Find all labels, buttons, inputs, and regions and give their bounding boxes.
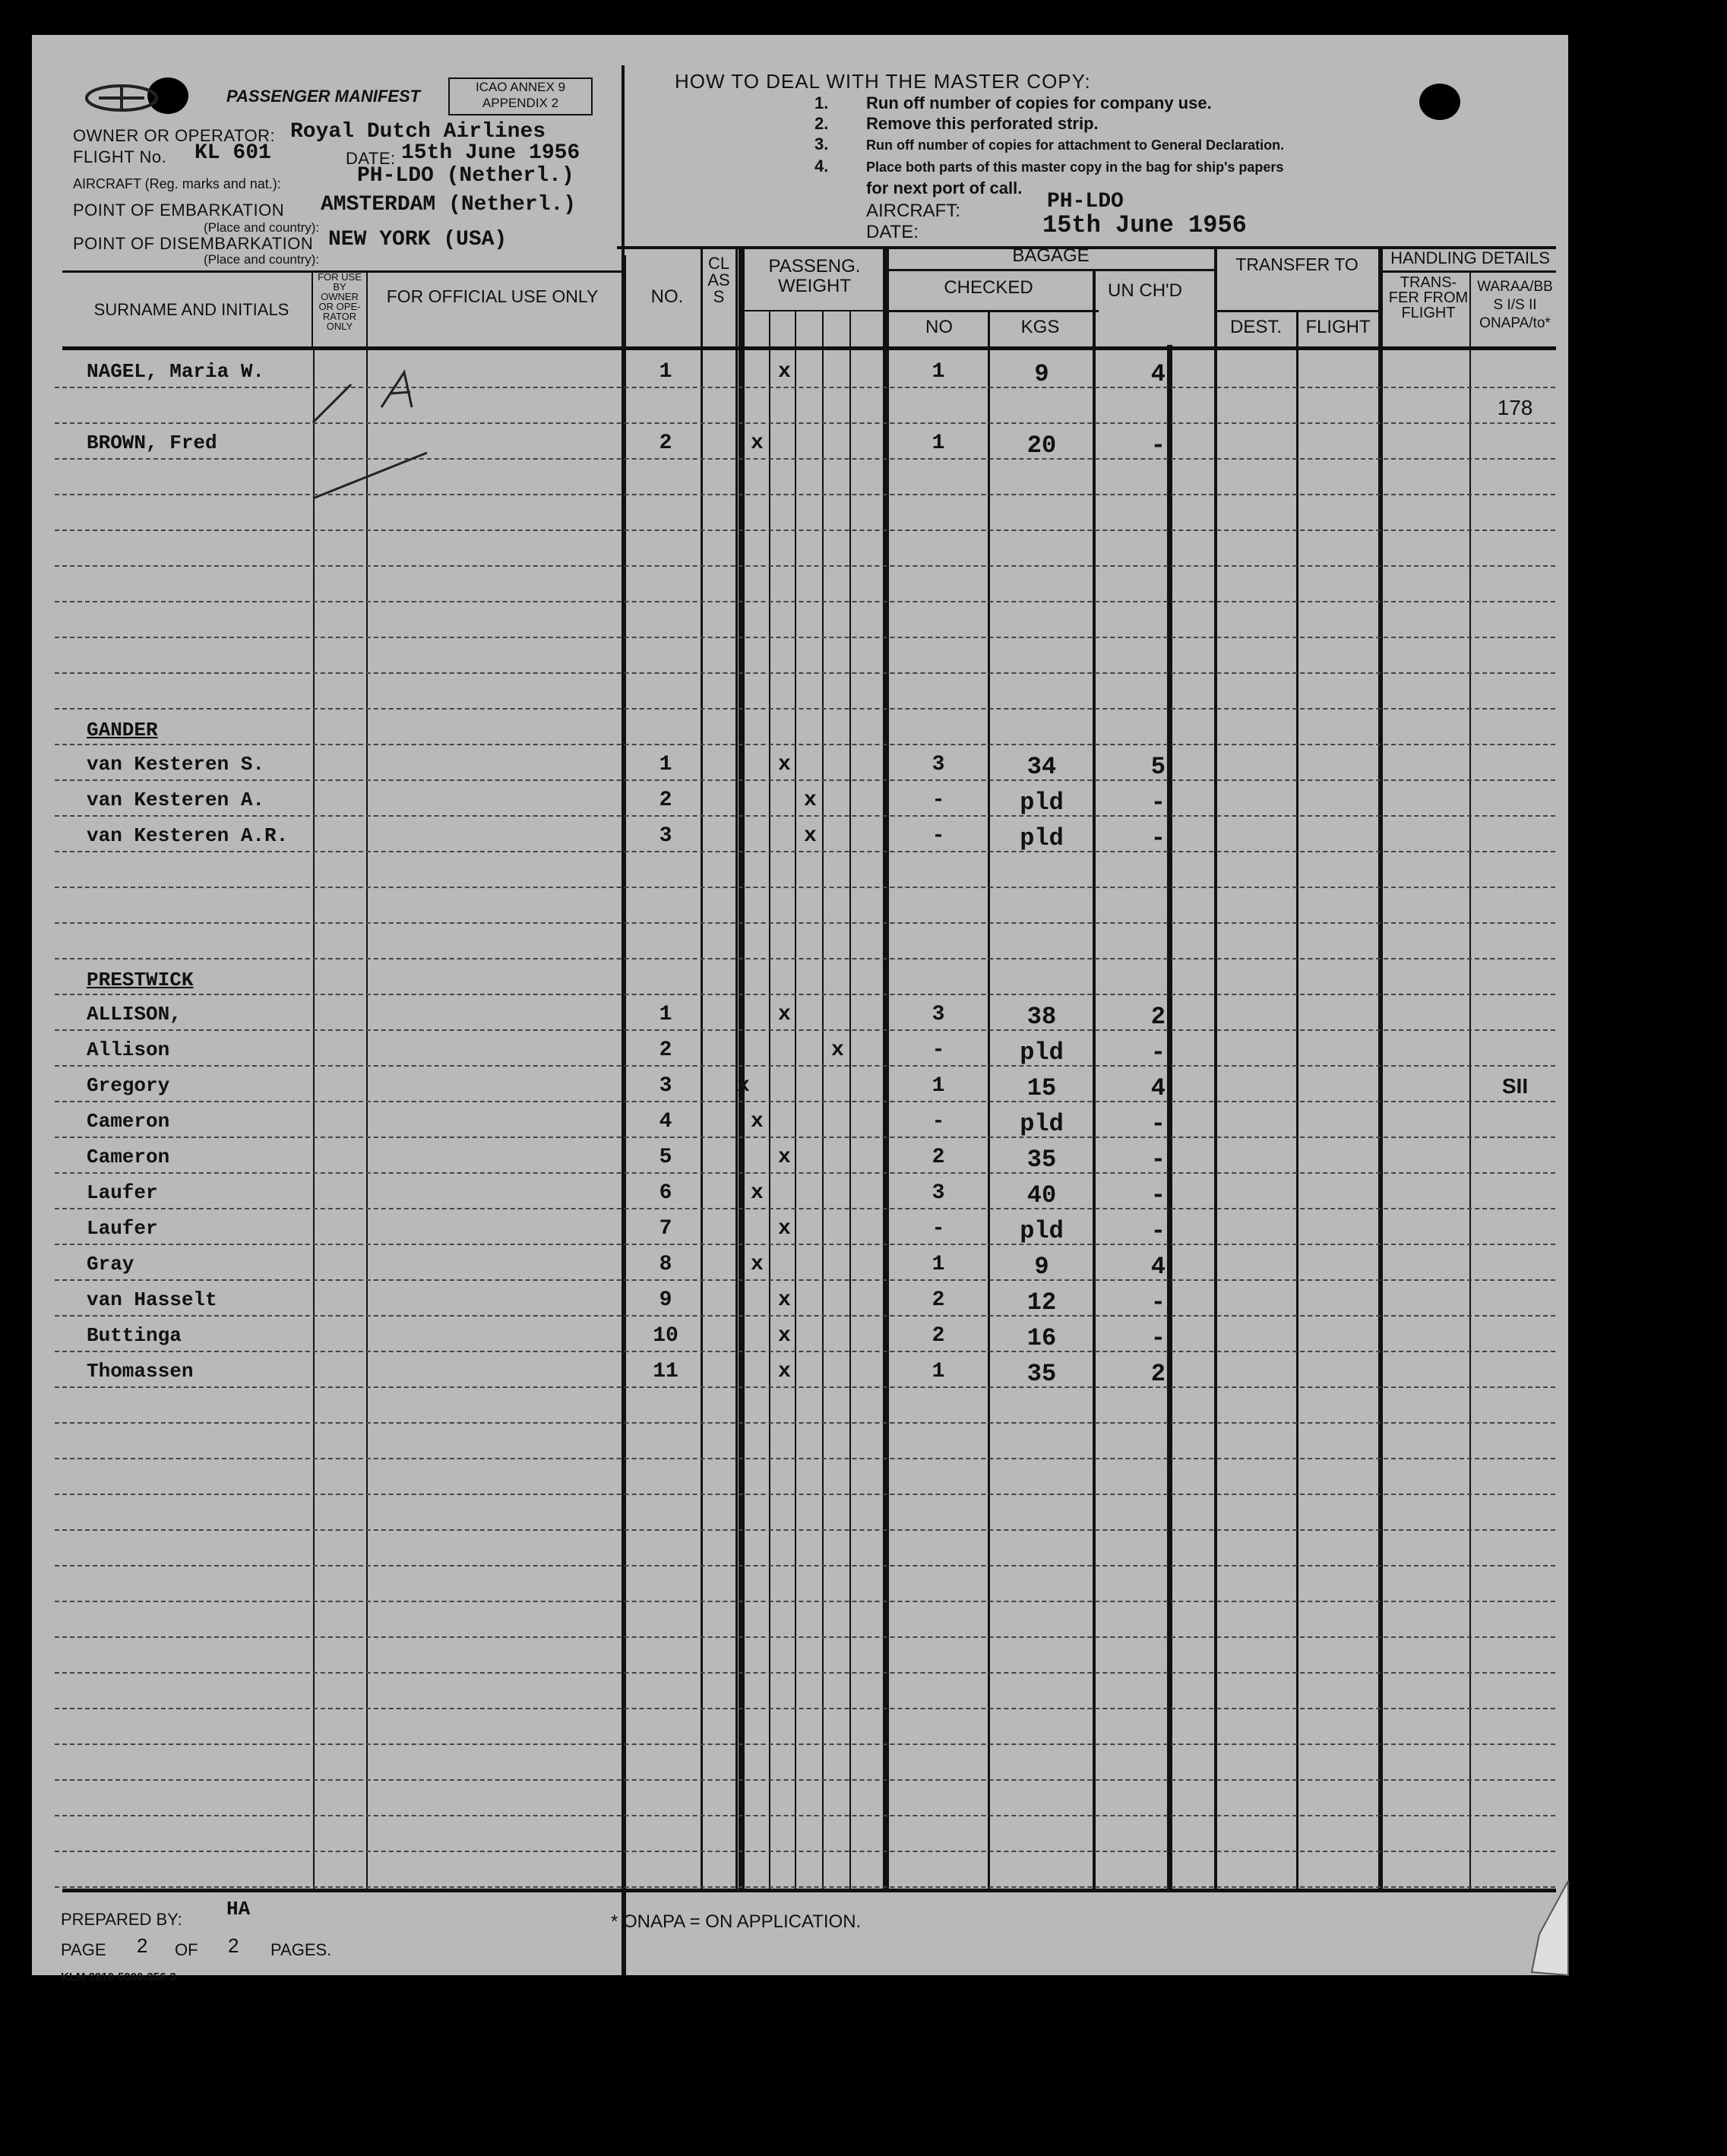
row-line: [55, 1743, 1555, 1745]
passenger-weight-mark: x: [751, 1110, 764, 1133]
row-line: [55, 1672, 1555, 1674]
aircraft-value: PH-LDO (Netherl.): [357, 164, 574, 188]
row-line: [55, 815, 1555, 817]
baggage-kgs: 20: [1026, 432, 1057, 460]
baggage-count: -: [932, 789, 945, 812]
row-line: [55, 1172, 1555, 1174]
baggage-count: 3: [932, 753, 945, 776]
col-flight: FLIGHT: [1305, 317, 1371, 337]
passenger-name: Cameron: [87, 1146, 170, 1168]
unchecked-baggage: -: [1150, 1038, 1166, 1067]
page-label: PAGE: [61, 1940, 106, 1959]
passenger-no: 6: [659, 1181, 672, 1205]
form-code: KLM 2910-5000-356-3: [61, 1971, 176, 1984]
baggage-count: -: [932, 824, 945, 848]
baggage-count: 2: [932, 1324, 945, 1348]
vline-surname: [312, 270, 313, 349]
row-line: [55, 1886, 1555, 1888]
passenger-weight-mark: x: [778, 360, 791, 384]
passenger-name: NAGEL, Maria W.: [87, 360, 265, 383]
passenger-name: Laufer: [87, 1181, 158, 1204]
passenger-name: Gregory: [87, 1074, 170, 1097]
baggage-kgs: 12: [1026, 1288, 1057, 1317]
unchecked-baggage: 4: [1150, 1253, 1166, 1281]
row-line: [55, 565, 1555, 567]
passenger-name: Gray: [87, 1253, 134, 1276]
baggage-count: 1: [932, 1074, 945, 1098]
row-line: [55, 672, 1555, 674]
manifest-paper: [32, 35, 1568, 1984]
col-transfer: TRANSFER TO: [1235, 254, 1359, 274]
row-line: [55, 1815, 1555, 1816]
baggage-count: 1: [932, 1253, 945, 1276]
passenger-weight-mark: x: [751, 1181, 764, 1205]
col-handling: HANDLING DETAILS: [1390, 248, 1550, 267]
aircraft-label: AIRCRAFT (Reg. marks and nat.):: [73, 176, 281, 191]
row-line: [55, 708, 1555, 710]
unchecked-baggage: 2: [1150, 1003, 1166, 1031]
row-line: [55, 1636, 1555, 1638]
passenger-no: 9: [659, 1288, 672, 1312]
date-label: DATE:: [346, 149, 396, 168]
row-line: [55, 958, 1555, 959]
embark-sub: (Place and country):: [204, 220, 320, 235]
row-line: [55, 530, 1555, 531]
col-unchd: UN CH'D: [1108, 280, 1182, 301]
row-line: [55, 387, 1555, 388]
baggage-count: -: [932, 1110, 945, 1133]
disembark-sub: (Place and country):: [204, 252, 320, 267]
baggage-count: 3: [932, 1181, 945, 1205]
checked-line: [884, 310, 1099, 312]
baggage-kgs: 16: [1026, 1324, 1057, 1352]
passenger-weight-mark: x: [778, 1217, 791, 1241]
row-line: [55, 1458, 1555, 1459]
date-value: 15th June 1956: [401, 141, 580, 165]
baggage-count: 2: [932, 1288, 945, 1312]
passenger-name: van Kesteren S.: [87, 753, 265, 776]
vline-foruse-body: [366, 349, 368, 1892]
passenger-no: 8: [659, 1253, 672, 1276]
unchecked-baggage: 4: [1150, 360, 1166, 388]
handling-line: [1381, 270, 1556, 273]
row-line: [55, 1279, 1555, 1281]
row-line: [55, 601, 1555, 602]
passenger-weight-mark: x: [804, 824, 817, 848]
baggage-kgs: 9: [1034, 1253, 1049, 1281]
unchecked-baggage: -: [1150, 1324, 1166, 1352]
header-bottom-line: [62, 346, 1556, 350]
passenger-no: 4: [659, 1110, 672, 1133]
row-line: [55, 494, 1555, 495]
unchecked-baggage: -: [1150, 789, 1166, 817]
row-line: [55, 1601, 1555, 1602]
vline-foruse: [366, 270, 368, 349]
prepared-value: HA: [226, 1898, 251, 1920]
col-checked-no: NO: [925, 317, 953, 337]
row-line: [55, 1136, 1555, 1138]
row-line: [55, 744, 1555, 745]
instruction-item: for next port of call.: [866, 179, 1023, 198]
owner-label: OWNER OR OPERATOR:: [73, 126, 276, 145]
baggage-kgs: 34: [1026, 753, 1057, 781]
passenger-name: Allison: [87, 1038, 170, 1061]
torn-corner-icon: [1517, 1873, 1570, 1980]
col-class: CLASS: [707, 254, 730, 306]
passenger-name: Thomassen: [87, 1360, 194, 1383]
passenger-weight-mark: x: [778, 1003, 791, 1026]
vline-class: [735, 246, 738, 1892]
instruction-item: 2. Remove this perforated strip.: [814, 114, 1099, 133]
col-for-use: FOR USE BY OWNER OR OPE- RATOR ONLY: [318, 271, 362, 332]
col-transfer-from: TRANS- FER FROM FLIGHT: [1388, 274, 1469, 321]
passenger-name: Laufer: [87, 1217, 158, 1240]
passenger-name: van Kesteren A.: [87, 789, 265, 811]
row-line: [55, 1351, 1555, 1352]
col-no: NO.: [650, 286, 684, 307]
unchecked-baggage: 5: [1150, 753, 1166, 781]
passenger-weight-mark: x: [737, 1074, 750, 1098]
baggage-count: 1: [932, 432, 945, 455]
onapa-note: * ONAPA = ON APPLICATION.: [611, 1911, 862, 1932]
baggage-count: 3: [932, 1003, 945, 1026]
row-line: [55, 851, 1555, 852]
embark-label: POINT OF EMBARKATION: [73, 201, 285, 220]
row-line: [55, 1422, 1555, 1424]
vline-no: [701, 246, 703, 1892]
passenger-no: 1: [659, 1003, 672, 1026]
disembark-label: POINT OF DISEMBARKATION: [73, 234, 314, 253]
col-surname: SURNAME AND INITIALS: [93, 300, 289, 319]
vline-class-thick: [739, 246, 745, 1892]
baggage-count: -: [932, 1217, 945, 1241]
row-line: [55, 1315, 1555, 1317]
unchecked-baggage: -: [1150, 1217, 1166, 1245]
prepared-label: PREPARED BY:: [61, 1910, 182, 1929]
instruction-item: 1. Run off number of copies for company use.: [814, 93, 1212, 112]
passenger-name: Buttinga: [87, 1324, 182, 1347]
row-line: [55, 1386, 1555, 1388]
flight-value: KL 601: [195, 141, 271, 165]
baggage-kgs: 38: [1026, 1003, 1057, 1031]
baggage-kgs: 40: [1026, 1181, 1057, 1209]
row-line: [55, 1065, 1555, 1067]
instr-aircraft-label: AIRCRAFT:: [866, 201, 961, 221]
passenger-weight-mark: x: [778, 1324, 791, 1348]
unchecked-baggage: -: [1150, 432, 1166, 460]
baggage-count: -: [932, 1038, 945, 1062]
vline-handling: [1378, 246, 1383, 1892]
row-line: [55, 779, 1555, 781]
row-line: [55, 1851, 1555, 1852]
vline-unchd: [1093, 269, 1096, 1892]
instruction-item: 3. Run off number of copies for attachment to General Declaration.: [814, 134, 1285, 153]
baggage-kgs: 9: [1034, 360, 1049, 388]
section-heading: PRESTWICK: [87, 969, 194, 991]
passenger-name: ALLISON,: [87, 1003, 182, 1026]
row-line: [55, 922, 1555, 924]
unchecked-baggage: -: [1150, 1110, 1166, 1138]
flight-label: FLIGHT No.: [73, 147, 167, 166]
passenger-weight-mark: x: [831, 1038, 844, 1062]
row-line: [55, 458, 1555, 460]
passenger-weight-mark: x: [751, 432, 764, 455]
punch-hole-right: [1419, 84, 1460, 120]
passenger-weight-mark: x: [751, 1253, 764, 1276]
section-heading: GANDER: [87, 719, 158, 741]
unchecked-baggage: -: [1150, 1288, 1166, 1317]
page-value: 2: [137, 1934, 148, 1957]
owner-value: Royal Dutch Airlines: [290, 120, 546, 144]
passenger-name: Cameron: [87, 1110, 170, 1133]
passenger-no: 10: [653, 1324, 678, 1348]
row-line: [55, 1494, 1555, 1495]
passenger-no: 2: [659, 1038, 672, 1062]
baggage-count: 1: [932, 1360, 945, 1383]
icao-box: [448, 77, 593, 115]
row-line: [55, 1208, 1555, 1209]
embark-value: AMSTERDAM (Netherl.): [321, 193, 577, 217]
passenger-no: 1: [659, 753, 672, 776]
baggage-kgs: pld: [1020, 824, 1064, 852]
passenger-no: 11: [653, 1360, 678, 1383]
header-divider: [622, 65, 625, 255]
row-line: [55, 994, 1555, 995]
table-bottom-line: [62, 1889, 1556, 1892]
col-dest: DEST.: [1229, 317, 1282, 337]
vline-unchd-thick: [1167, 345, 1172, 1892]
col-waraa: WARAA/BB S I/S II ONAPA/to*: [1477, 279, 1553, 331]
row-line: [55, 1779, 1555, 1781]
col-baggage: BAGAGE: [1012, 245, 1090, 266]
vline-transfer: [1214, 246, 1217, 1892]
instructions-title: HOW TO DEAL WITH THE MASTER COPY:: [675, 70, 1091, 93]
row-line: [55, 887, 1555, 888]
baggage-kgs: pld: [1020, 1217, 1064, 1245]
unchecked-baggage: -: [1150, 1181, 1166, 1209]
passenger-weight-mark: x: [778, 1360, 791, 1383]
passweight-line: [740, 310, 886, 311]
of-value: 2: [228, 1934, 239, 1957]
footer-spacer: [61, 1884, 623, 1886]
passenger-name: BROWN, Fred: [87, 432, 217, 454]
handling-detail: 178: [1497, 396, 1533, 419]
baggage-kgs: 35: [1026, 1146, 1057, 1174]
vline-surname-body: [313, 349, 315, 1892]
baggage-count: 2: [932, 1146, 945, 1169]
unchecked-baggage: 4: [1150, 1074, 1166, 1102]
passenger-no: 1: [659, 360, 672, 384]
row-line: [55, 422, 1555, 424]
baggage-line: [884, 269, 1217, 271]
vline-baggage: [883, 246, 889, 1892]
icao-line1: ICAO ANNEX 9: [475, 80, 566, 94]
klm-logo-icon: [84, 79, 160, 117]
col-pass-weight: PASSENG. WEIGHT: [768, 256, 861, 297]
baggage-kgs: 15: [1026, 1074, 1057, 1102]
baggage-count: 1: [932, 360, 945, 384]
col-checked: CHECKED: [944, 277, 1033, 298]
row-line: [55, 1244, 1555, 1245]
baggage-kgs: pld: [1020, 1038, 1064, 1067]
vline-handling-mid: [1469, 270, 1471, 1892]
unchecked-baggage: -: [1150, 1146, 1166, 1174]
passenger-weight-mark: x: [778, 1288, 791, 1312]
icao-line2: APPENDIX 2: [482, 96, 559, 110]
vline-official: [622, 255, 626, 1975]
handling-detail: SII: [1501, 1074, 1529, 1098]
passenger-no: 2: [659, 432, 672, 455]
row-line: [55, 1101, 1555, 1102]
instr-aircraft-value: PH-LDO: [1047, 190, 1124, 213]
disembark-value: NEW YORK (USA): [328, 228, 508, 251]
row-line: [55, 637, 1555, 638]
passenger-no: 3: [659, 824, 672, 848]
passenger-no: 7: [659, 1217, 672, 1241]
row-line: [55, 1529, 1555, 1531]
unchecked-baggage: 2: [1150, 1360, 1166, 1388]
col-official: FOR OFFICIAL USE ONLY: [386, 286, 599, 306]
row-line: [55, 1565, 1555, 1566]
passenger-name: van Kesteren A.R.: [87, 824, 289, 847]
pages-label: PAGES.: [270, 1940, 332, 1959]
instr-date-value: 15th June 1956: [1042, 211, 1247, 239]
handwritten-marks: [305, 354, 465, 506]
passenger-no: 5: [659, 1146, 672, 1169]
passenger-no: 2: [659, 789, 672, 812]
of-label: OF: [175, 1940, 198, 1959]
row-line: [55, 1029, 1555, 1031]
passenger-weight-mark: x: [804, 789, 817, 812]
passenger-name: van Hasselt: [87, 1288, 217, 1311]
instr-date-label: DATE:: [866, 222, 919, 242]
baggage-kgs: 35: [1026, 1360, 1057, 1388]
unchecked-baggage: -: [1150, 824, 1166, 852]
passenger-weight-mark: x: [778, 1146, 791, 1169]
passenger-no: 3: [659, 1074, 672, 1098]
form-title: PASSENGER MANIFEST: [226, 87, 421, 106]
baggage-kgs: pld: [1020, 1110, 1064, 1138]
passenger-weight-mark: x: [778, 753, 791, 776]
instructions-list: [814, 93, 1284, 198]
instruction-item: 4. Place both parts of this master copy in the bag for ship's papers: [814, 156, 1284, 175]
col-checked-kgs: KGS: [1020, 317, 1060, 337]
row-line: [55, 1708, 1555, 1709]
baggage-kgs: pld: [1020, 789, 1064, 817]
